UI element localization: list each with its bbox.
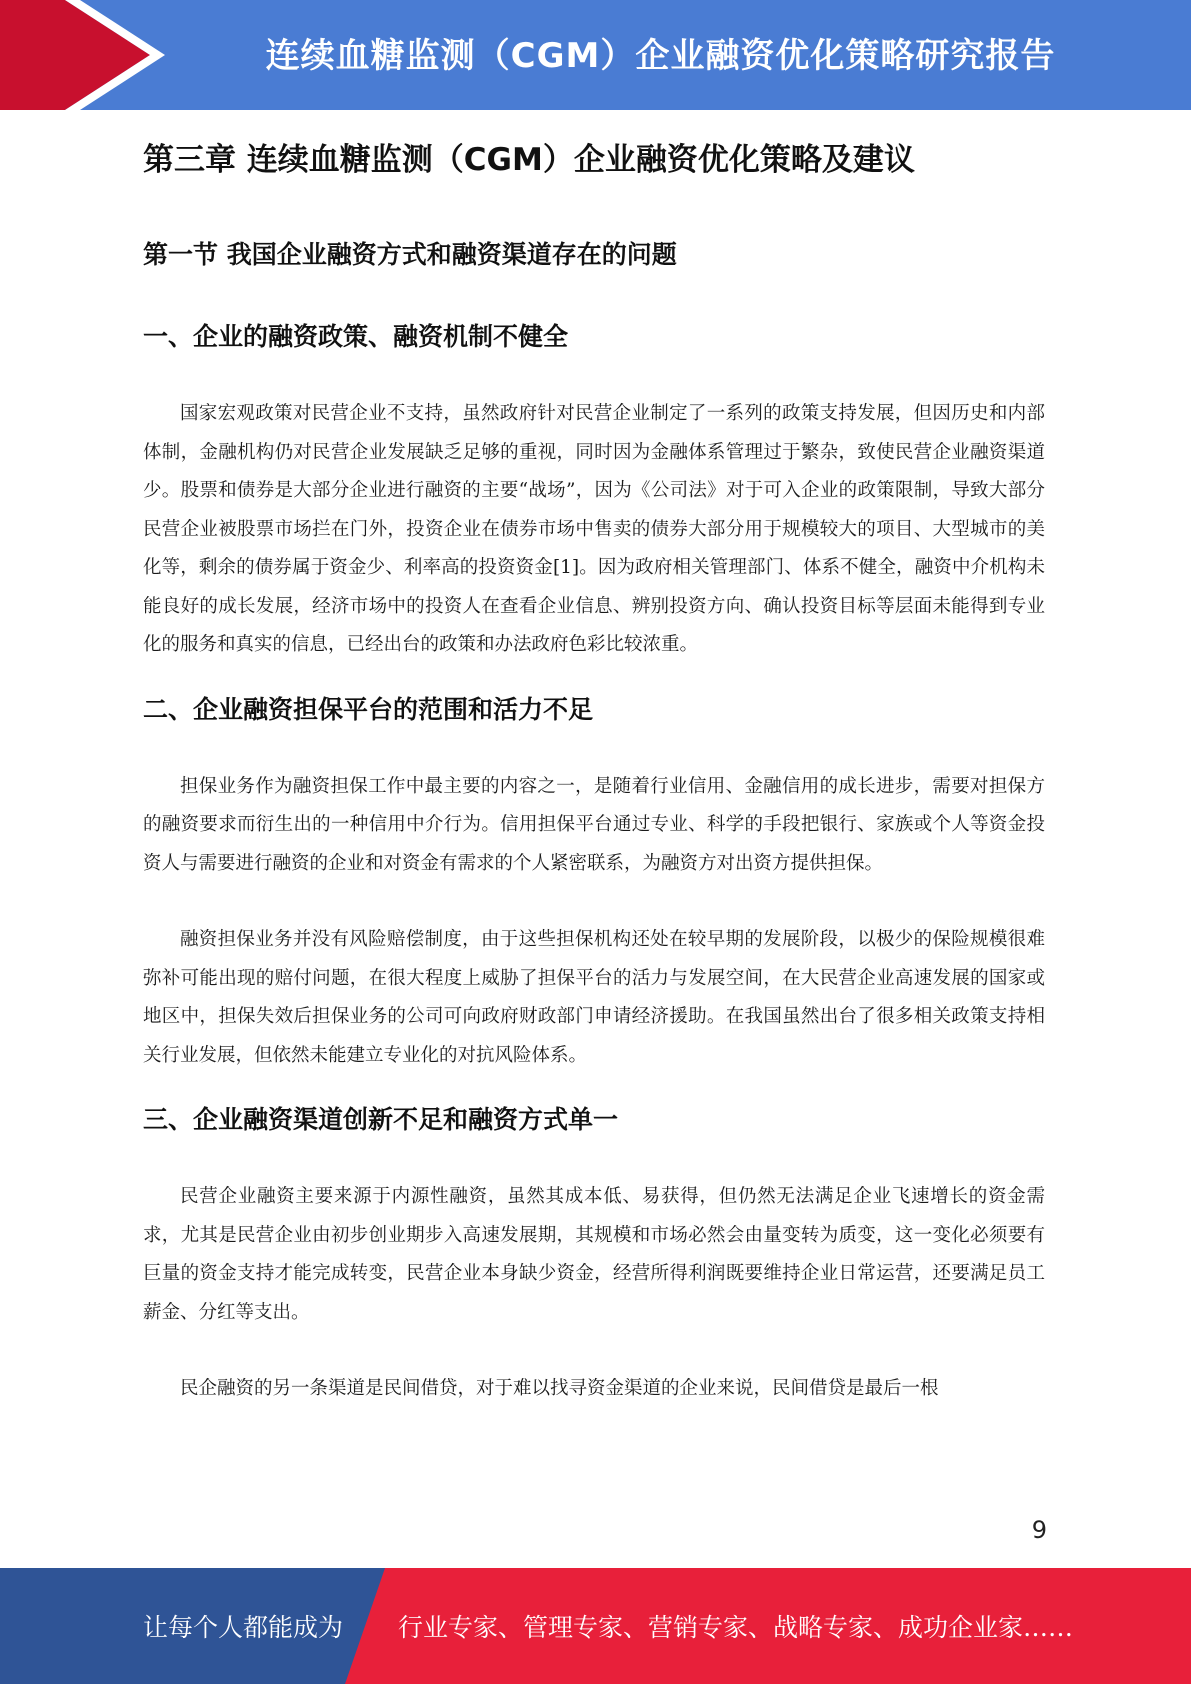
page-number: 9 [1031,1516,1047,1544]
page-header [0,0,1191,110]
subsection-title-2: 二、企业融资担保平台的范围和活力不足 [143,694,594,724]
footer-slogan-left: 让每个人都能成为 [143,1613,344,1642]
chapter-title: 第三章 连续血糖监测（CGM）企业融资优化策略及建议 [143,142,915,178]
subsection-title-3: 三、企业融资渠道创新不足和融资方式单一 [143,1105,619,1134]
paragraph: 民营企业融资主要来源于内源性融资，虽然其成本低、易获得，但仍然无法满足企业飞速增长的资金需求，尤其是民营企业由初步创业期步入高速发展期，其规模和市场必然会由量变转为质变，这一变化必须要有巨量的资金支持才能完成转变，民营企业本身缺少资金，经营所得利润既要维持企业日常运营，还要满足员工薪金、分红等支出。 [143,1186,1045,1323]
footer-slogan-right: 行业专家、管理专家、营销专家、战略专家、成功企业家…… [398,1613,1074,1642]
document-body [143,135,1045,1409]
paragraph: 融资担保业务并没有风险赔偿制度，由于这些担保机构还处在较早期的发展阶段，以极少的保险规模很难弥补可能出现的赔付问题，在很大程度上威胁了担保平台的活力与发展空间，在大民营企业高速发展的国家或地区中，担保失效后担保业务的公司可向政府财政部门申请经济援助。在我国虽然出台了很多相关政策支持相关行业发展，但依然未能建立专业化的对抗风险体系。 [143,929,1045,1066]
page-footer [0,1568,1191,1684]
paragraph: 国家宏观政策对民营企业不支持，虽然政府针对民营企业制定了一系列的政策支持发展，但因历史和内部体制，金融机构仍对民营企业发展缺乏足够的重视，同时因为金融体系管理过于繁杂，致使民营企业融资渠道少。股票和债券是大部分企业进行融资的主要“战场”，因为《公司法》对于可入企业的政策限制，导致大部分民营企业被股票市场拦在门外，投资企业在债券市场中售卖的债券大部分用于规模较大的项目、大型城市的美化等，剩余的债券属于资金少、利率高的投资资金[1]。因为政府相关管理部门、体系不健全，融资中介机构未能良好的成长发展，经济市场中的投资人在查看企业信息、辨别投资方向、确认投资目标等层面未能得到专业化的服务和真实的信息，已经出台的政策和办法政府色彩比较浓重。 [143,403,1045,655]
report-title: 连续血糖监测（CGM）企业融资优化策略研究报告 [265,36,1056,76]
paragraph: 担保业务作为融资担保工作中最主要的内容之一，是随着行业信用、金融信用的成长进步，需要对担保方的融资要求而衍生出的一种信用中介行为。信用担保平台通过专业、科学的手段把银行、家族或个人等资金投资人与需要进行融资的企业和对资金有需求的个人紧密联系，为融资方对出资方提供担保。 [143,775,1045,874]
paragraph: 民企融资的另一条渠道是民间借贷，对于难以找寻资金渠道的企业来说，民间借贷是最后一根 [180,1378,939,1399]
section-title: 第一节 我国企业融资方式和融资渠道存在的问题 [143,240,677,269]
subsection-title-1: 一、企业的融资政策、融资机制不健全 [143,322,569,351]
